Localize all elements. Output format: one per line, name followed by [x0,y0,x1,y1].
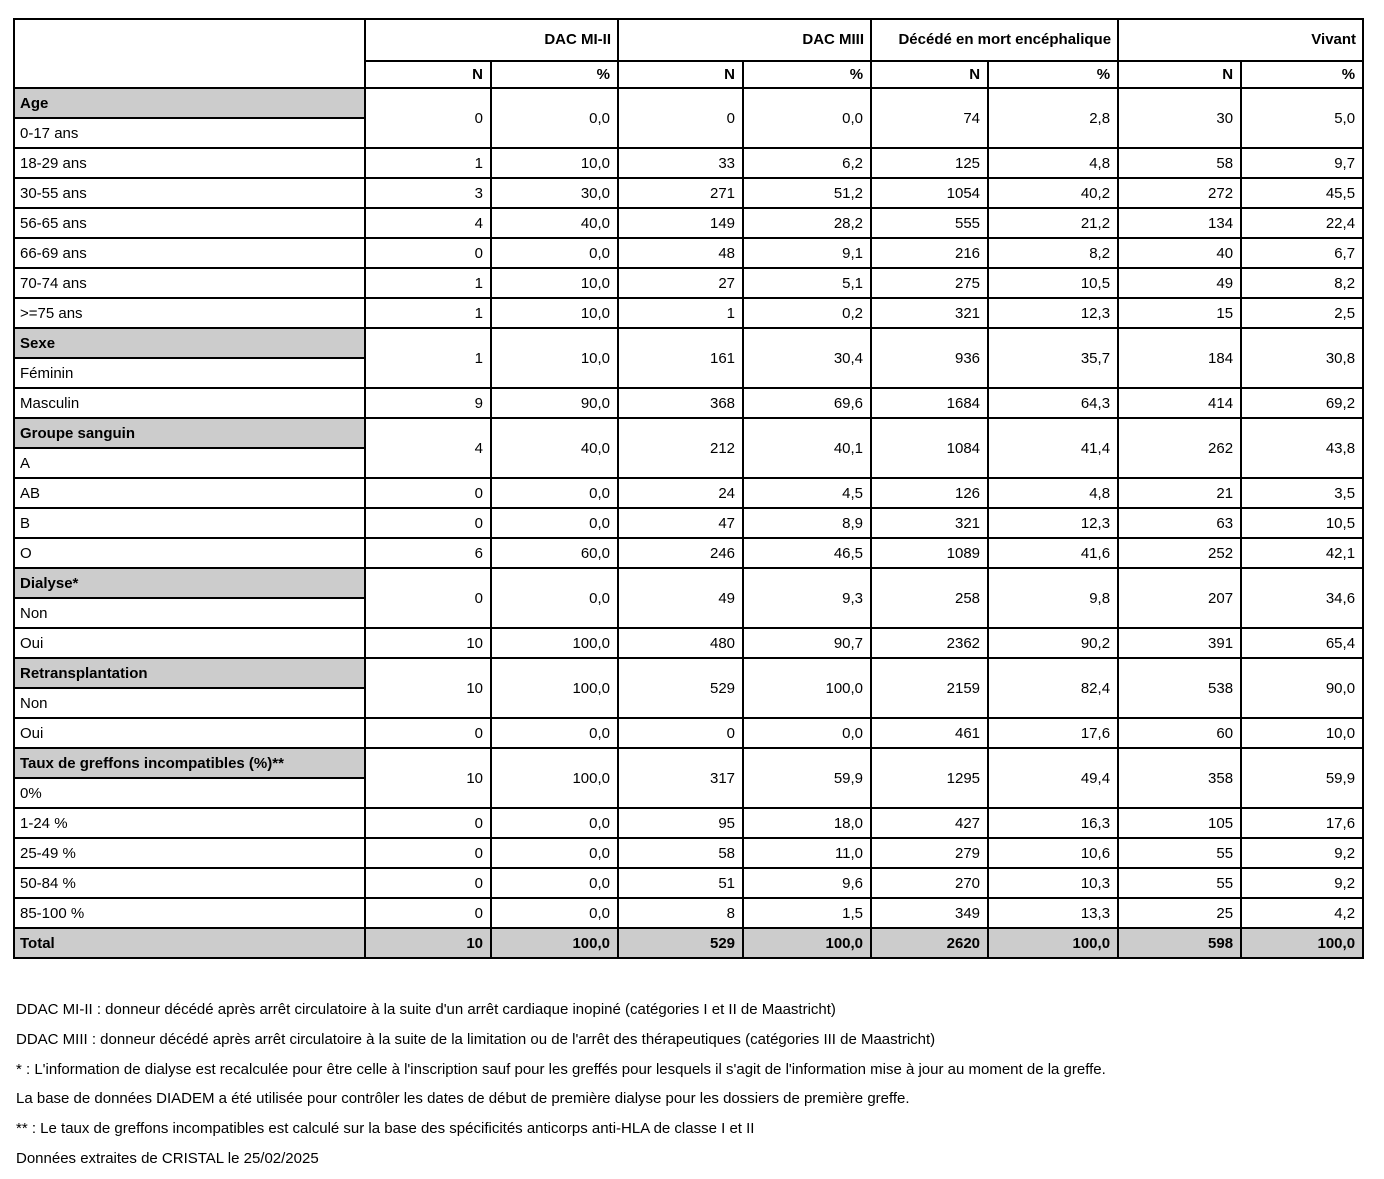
value-cell: 59,9 [743,748,871,808]
value-cell: 100,0 [743,928,871,958]
value-cell: 49,4 [988,748,1118,808]
value-cell: 2,5 [1241,298,1363,328]
row-label: 30-55 ans [14,178,365,208]
value-cell: 69,2 [1241,388,1363,418]
value-cell: 58 [1118,148,1241,178]
value-cell: 17,6 [1241,808,1363,838]
value-cell: 69,6 [743,388,871,418]
value-cell: 1 [365,148,491,178]
value-cell: 43,8 [1241,418,1363,478]
value-cell: 2362 [871,628,988,658]
value-cell: 10,0 [1241,718,1363,748]
value-cell: 10,6 [988,838,1118,868]
value-cell: 24 [618,478,743,508]
value-cell: 60,0 [491,538,618,568]
value-cell: 1295 [871,748,988,808]
row-label: 56-65 ans [14,208,365,238]
row-label: 50-84 % [14,868,365,898]
value-cell: 1054 [871,178,988,208]
value-cell: 9,1 [743,238,871,268]
value-cell: 6,7 [1241,238,1363,268]
value-cell: 30,4 [743,328,871,388]
value-cell: 1089 [871,538,988,568]
value-cell: 529 [618,658,743,718]
value-cell: 480 [618,628,743,658]
value-cell: 95 [618,808,743,838]
row-label: A [14,448,365,478]
value-cell: 1 [365,328,491,388]
row-label: 25-49 % [14,838,365,868]
value-cell: 34,6 [1241,568,1363,628]
value-cell: 368 [618,388,743,418]
category-row [14,658,1363,688]
value-cell: 8,2 [988,238,1118,268]
value-cell: 1 [365,298,491,328]
value-cell: 2159 [871,658,988,718]
value-cell: 598 [1118,928,1241,958]
value-cell: 1 [618,298,743,328]
value-cell: 149 [618,208,743,238]
row-label: 0% [14,778,365,808]
value-cell: 10,0 [491,298,618,328]
value-cell: 100,0 [988,928,1118,958]
value-cell: 391 [1118,628,1241,658]
value-cell: 262 [1118,418,1241,478]
value-cell: 10,0 [491,328,618,388]
value-cell: 25 [1118,898,1241,928]
value-cell: 936 [871,328,988,388]
value-cell: 0 [365,868,491,898]
row-label: 66-69 ans [14,238,365,268]
value-cell: 9,2 [1241,838,1363,868]
footnote-line: Données extraites de CRISTAL le 25/02/2025 [16,1149,319,1167]
table-row [14,868,1363,898]
value-cell: 5,1 [743,268,871,298]
value-cell: 126 [871,478,988,508]
table-row [14,268,1363,298]
value-cell: 10,0 [491,268,618,298]
value-cell: 51 [618,868,743,898]
value-cell: 10 [365,928,491,958]
value-cell: 13,3 [988,898,1118,928]
value-cell: 4,8 [988,478,1118,508]
value-cell: 0 [365,508,491,538]
row-label: Non [14,688,365,718]
value-cell: 125 [871,148,988,178]
category-row [14,748,1363,778]
category-row [14,418,1363,448]
value-cell: 90,0 [1241,658,1363,718]
footnote-line: La base de données DIADEM a été utilisée pour contrôler les dates de début de première dialyse pour les dossiers de première greffe. [16,1090,910,1108]
row-label: 70-74 ans [14,268,365,298]
value-cell: 1684 [871,388,988,418]
value-cell: 10 [365,628,491,658]
value-cell: 45,5 [1241,178,1363,208]
table-row [14,178,1363,208]
value-cell: 40,0 [491,208,618,238]
table-row [14,388,1363,418]
value-cell: 0,0 [491,238,618,268]
value-cell: 21 [1118,478,1241,508]
value-cell: 6 [365,538,491,568]
value-cell: 349 [871,898,988,928]
value-cell: 0 [365,718,491,748]
value-cell: 40 [1118,238,1241,268]
value-cell: 100,0 [1241,928,1363,958]
value-cell: 0 [365,238,491,268]
value-cell: 4,5 [743,478,871,508]
value-cell: 9,3 [743,568,871,628]
col-group-vivant: Vivant [1118,19,1363,61]
value-cell: 0 [365,898,491,928]
value-cell: 0 [365,838,491,868]
value-cell: 212 [618,418,743,478]
category-label: Retransplantation [14,658,365,688]
value-cell: 0,0 [743,88,871,148]
footnote-line: DDAC MIII : donneur décédé après arrêt circulatoire à la suite de la limitation ou de l'arrêt des thérapeutiques (catégories III de Maastricht) [16,1030,936,1048]
value-cell: 0 [365,88,491,148]
subheader-pct: % [491,61,618,88]
table-row [14,508,1363,538]
value-cell: 12,3 [988,298,1118,328]
subheader-pct: % [743,61,871,88]
value-cell: 42,1 [1241,538,1363,568]
footnote-line: * : L'information de dialyse est recalculée pour être celle à l'inscription sauf pour les greffés pour lesquels il s'agit de l'information mise à jour au moment de la greffe. [16,1060,1106,1078]
row-label: 0-17 ans [14,118,365,148]
value-cell: 48 [618,238,743,268]
value-cell: 0,0 [491,898,618,928]
value-cell: 105 [1118,808,1241,838]
value-cell: 246 [618,538,743,568]
category-row [14,568,1363,598]
value-cell: 272 [1118,178,1241,208]
value-cell: 15 [1118,298,1241,328]
value-cell: 65,4 [1241,628,1363,658]
value-cell: 17,6 [988,718,1118,748]
value-cell: 10,3 [988,868,1118,898]
value-cell: 8,2 [1241,268,1363,298]
value-cell: 74 [871,88,988,148]
category-label: Sexe [14,328,365,358]
table-row [14,898,1363,928]
row-label: Non [14,598,365,628]
value-cell: 317 [618,748,743,808]
row-label: Masculin [14,388,365,418]
value-cell: 252 [1118,538,1241,568]
value-cell: 0 [365,478,491,508]
value-cell: 100,0 [491,628,618,658]
value-cell: 30 [1118,88,1241,148]
value-cell: 161 [618,328,743,388]
total-label: Total [14,928,365,958]
category-label: Dialyse* [14,568,365,598]
footnote-line: DDAC MI-II : donneur décédé après arrêt circulatoire à la suite d'un arrêt cardiaque inopiné (catégories I et II de Maastricht) [16,1001,836,1018]
col-group-dac-mi-ii: DAC MI-II [365,19,618,61]
value-cell: 216 [871,238,988,268]
value-cell: 4,8 [988,148,1118,178]
value-cell: 358 [1118,748,1241,808]
value-cell: 90,2 [988,628,1118,658]
value-cell: 47 [618,508,743,538]
value-cell: 4 [365,418,491,478]
total-row [14,928,1363,958]
value-cell: 0,0 [491,508,618,538]
value-cell: 90,0 [491,388,618,418]
value-cell: 30,8 [1241,328,1363,388]
value-cell: 9 [365,388,491,418]
category-row [14,88,1363,118]
value-cell: 41,6 [988,538,1118,568]
value-cell: 9,2 [1241,868,1363,898]
value-cell: 0,0 [491,718,618,748]
value-cell: 4,2 [1241,898,1363,928]
value-cell: 0,0 [491,838,618,868]
value-cell: 258 [871,568,988,628]
value-cell: 55 [1118,838,1241,868]
value-cell: 12,3 [988,508,1118,538]
value-cell: 27 [618,268,743,298]
col-group-dac-miii: DAC MIII [618,19,871,61]
value-cell: 0,0 [491,868,618,898]
value-cell: 33 [618,148,743,178]
table-row [14,538,1363,568]
value-cell: 100,0 [491,658,618,718]
subheader-pct: % [988,61,1118,88]
value-cell: 100,0 [743,658,871,718]
value-cell: 64,3 [988,388,1118,418]
value-cell: 529 [618,928,743,958]
value-cell: 40,1 [743,418,871,478]
value-cell: 0,0 [491,808,618,838]
category-label: Taux de greffons incompatibles (%)** [14,748,365,778]
value-cell: 46,5 [743,538,871,568]
value-cell: 270 [871,868,988,898]
table-row [14,238,1363,268]
value-cell: 0,2 [743,298,871,328]
value-cell: 8 [618,898,743,928]
value-cell: 100,0 [491,748,618,808]
table-row [14,628,1363,658]
value-cell: 35,7 [988,328,1118,388]
value-cell: 0 [618,88,743,148]
corner-cell [14,19,365,88]
value-cell: 63 [1118,508,1241,538]
subheader-n: N [365,61,491,88]
value-cell: 100,0 [491,928,618,958]
row-label: Oui [14,718,365,748]
table-row [14,208,1363,238]
value-cell: 3,5 [1241,478,1363,508]
value-cell: 40,0 [491,418,618,478]
value-cell: 49 [618,568,743,628]
value-cell: 82,4 [988,658,1118,718]
value-cell: 2620 [871,928,988,958]
row-label: 1-24 % [14,808,365,838]
value-cell: 4 [365,208,491,238]
row-label: 85-100 % [14,898,365,928]
value-cell: 207 [1118,568,1241,628]
value-cell: 41,4 [988,418,1118,478]
subheader-n: N [871,61,988,88]
value-cell: 9,6 [743,868,871,898]
row-label: B [14,508,365,538]
row-label: Oui [14,628,365,658]
table-row [14,478,1363,508]
value-cell: 59,9 [1241,748,1363,808]
footnote-line: ** : Le taux de greffons incompatibles est calculé sur la base des spécificités anticorps anti-HLA de classe I et II [16,1120,755,1138]
subheader-n: N [1118,61,1241,88]
row-label: 18-29 ans [14,148,365,178]
category-row [14,328,1363,358]
value-cell: 40,2 [988,178,1118,208]
footnotes [16,995,1106,1174]
value-cell: 271 [618,178,743,208]
value-cell: 60 [1118,718,1241,748]
value-cell: 51,2 [743,178,871,208]
value-cell: 0 [618,718,743,748]
row-label: Féminin [14,358,365,388]
subheader-n: N [618,61,743,88]
category-label: Age [14,88,365,118]
value-cell: 0 [365,568,491,628]
value-cell: 1084 [871,418,988,478]
value-cell: 184 [1118,328,1241,388]
value-cell: 16,3 [988,808,1118,838]
value-cell: 18,0 [743,808,871,838]
value-cell: 90,7 [743,628,871,658]
value-cell: 49 [1118,268,1241,298]
value-cell: 461 [871,718,988,748]
value-cell: 8,9 [743,508,871,538]
subheader-pct: % [1241,61,1363,88]
value-cell: 0 [365,808,491,838]
table-row [14,808,1363,838]
value-cell: 6,2 [743,148,871,178]
value-cell: 22,4 [1241,208,1363,238]
table-row [14,718,1363,748]
value-cell: 10,5 [988,268,1118,298]
value-cell: 10,5 [1241,508,1363,538]
value-cell: 321 [871,508,988,538]
value-cell: 10 [365,658,491,718]
row-label: AB [14,478,365,508]
value-cell: 28,2 [743,208,871,238]
value-cell: 21,2 [988,208,1118,238]
stats-table [13,18,1364,959]
value-cell: 9,7 [1241,148,1363,178]
value-cell: 0,0 [491,88,618,148]
row-label: O [14,538,365,568]
value-cell: 0,0 [743,718,871,748]
column-group-header-row [14,19,1363,61]
value-cell: 30,0 [491,178,618,208]
value-cell: 0,0 [491,568,618,628]
value-cell: 11,0 [743,838,871,868]
value-cell: 5,0 [1241,88,1363,148]
value-cell: 134 [1118,208,1241,238]
value-cell: 538 [1118,658,1241,718]
value-cell: 3 [365,178,491,208]
value-cell: 10,0 [491,148,618,178]
value-cell: 1 [365,268,491,298]
value-cell: 55 [1118,868,1241,898]
value-cell: 414 [1118,388,1241,418]
value-cell: 321 [871,298,988,328]
row-label: >=75 ans [14,298,365,328]
table-row [14,148,1363,178]
value-cell: 275 [871,268,988,298]
value-cell: 279 [871,838,988,868]
value-cell: 58 [618,838,743,868]
category-label: Groupe sanguin [14,418,365,448]
value-cell: 9,8 [988,568,1118,628]
value-cell: 2,8 [988,88,1118,148]
value-cell: 1,5 [743,898,871,928]
table-row [14,298,1363,328]
value-cell: 427 [871,808,988,838]
value-cell: 0,0 [491,478,618,508]
table-row [14,838,1363,868]
col-group-decede-mort-encephalique: Décédé en mort encéphalique [871,19,1118,61]
value-cell: 10 [365,748,491,808]
value-cell: 555 [871,208,988,238]
